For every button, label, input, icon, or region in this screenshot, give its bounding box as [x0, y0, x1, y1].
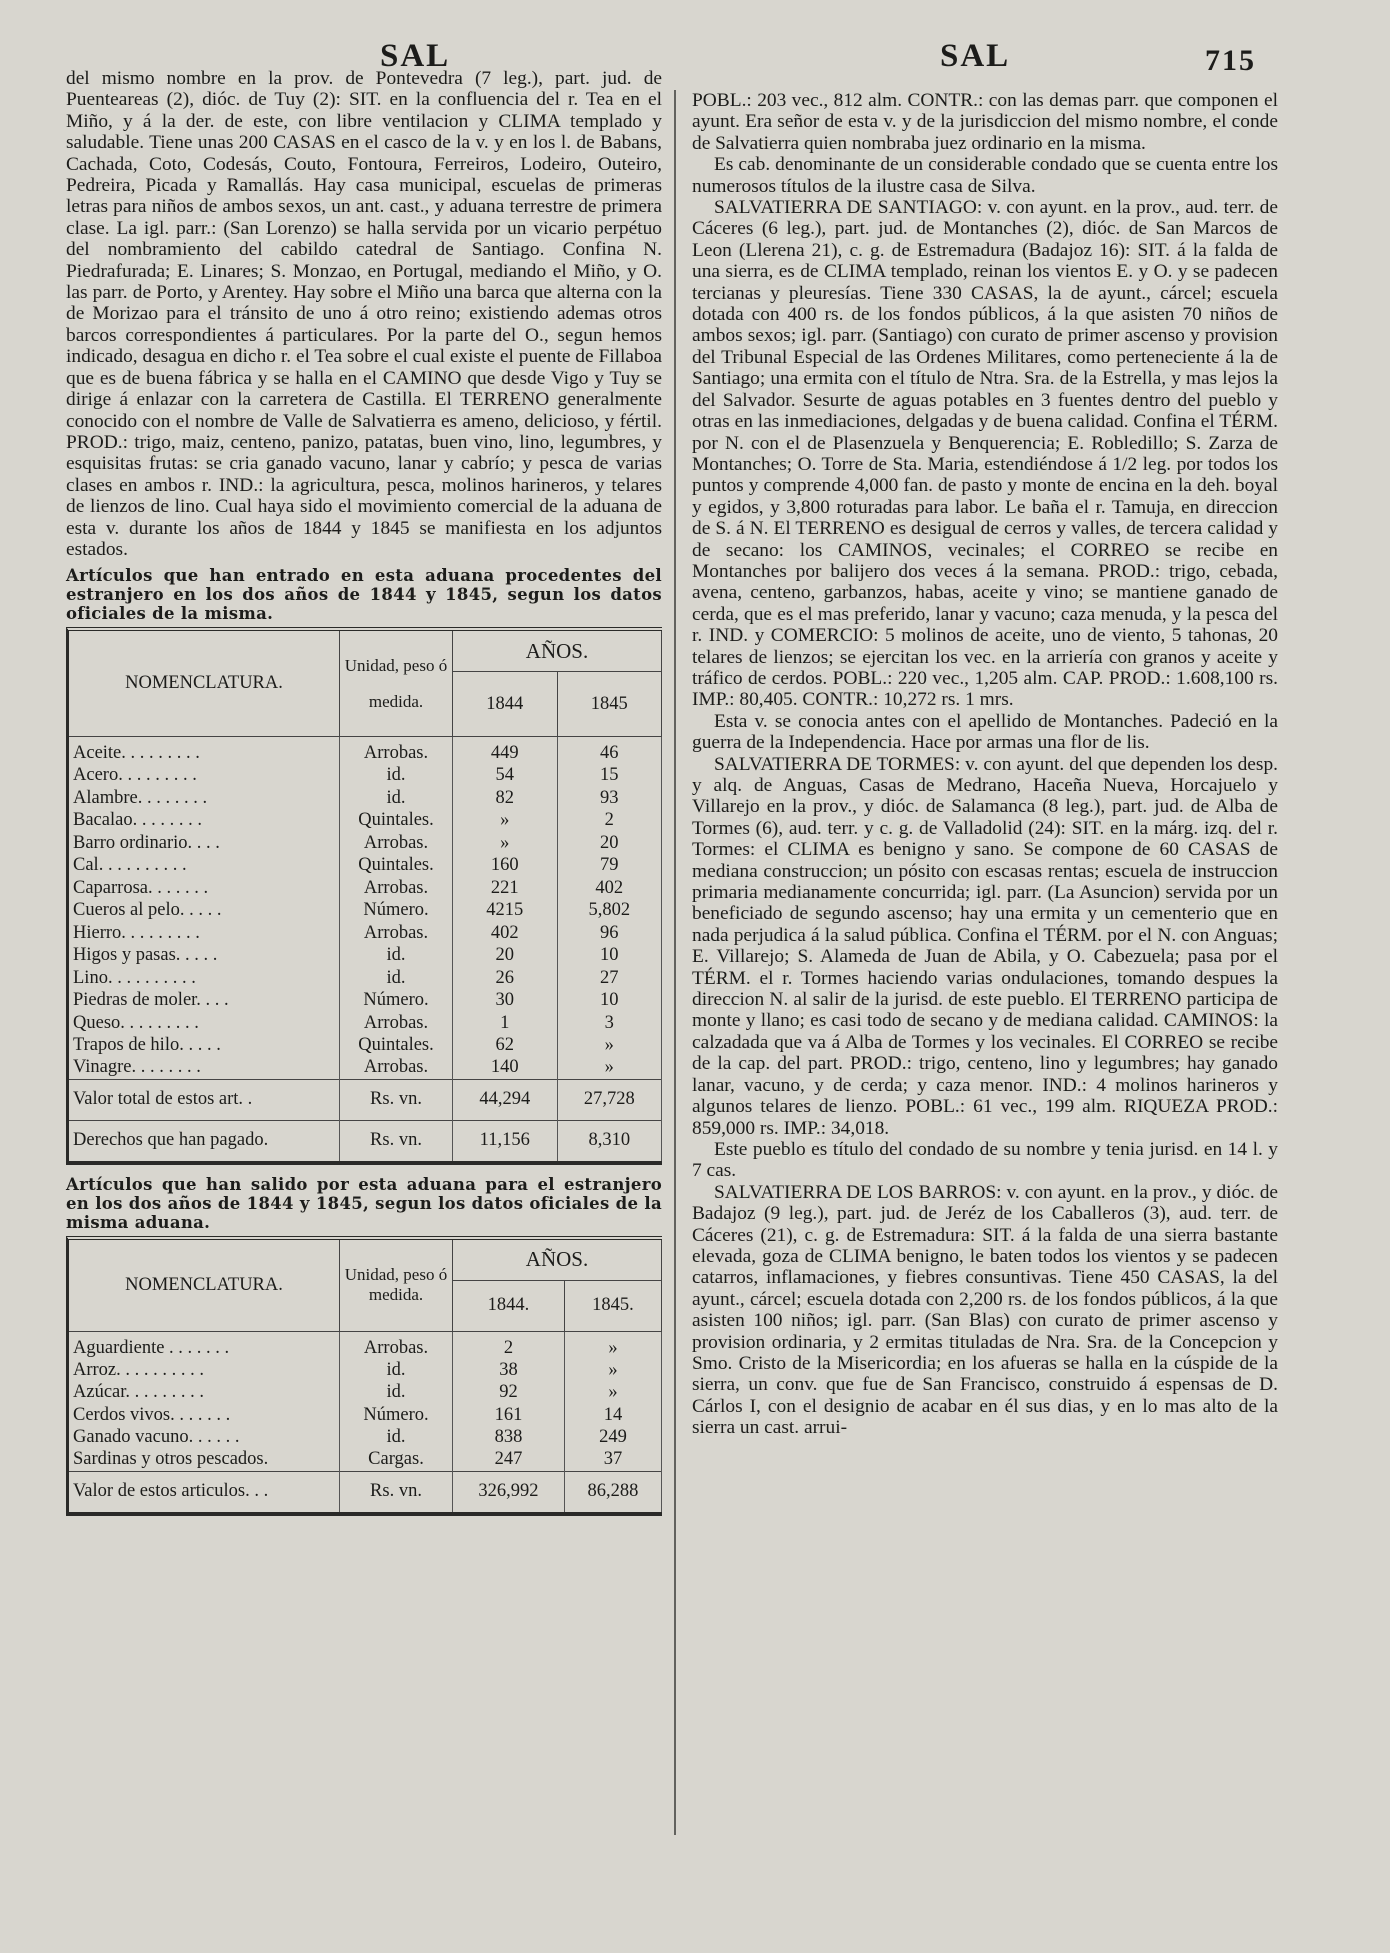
- imports-1845-cell: 93: [557, 787, 662, 810]
- imports-item-cell: Acero. . . . . . . . .: [69, 764, 340, 787]
- exports-unit-cell: id.: [340, 1359, 453, 1382]
- imports-1844-cell: 1: [453, 1012, 558, 1035]
- imports-1844-cell: 26: [453, 967, 558, 990]
- imports-unit-cell: Quintales.: [340, 854, 453, 877]
- imports-unit-cell: Arrobas.: [340, 1012, 453, 1035]
- imports-1845-cell: 20: [557, 832, 662, 855]
- exports-total-label: Valor de estos articulos. . .: [69, 1471, 340, 1512]
- imports-1844-cell: 30: [453, 989, 558, 1012]
- imports-unit-cell: Número.: [340, 989, 453, 1012]
- imports-row: [69, 944, 662, 967]
- imports-row: [69, 989, 662, 1012]
- column-divider: [674, 90, 676, 1835]
- imports-item-cell: Bacalao. . . . . . . .: [69, 809, 340, 832]
- imports-row: [69, 922, 662, 945]
- exports-unit-cell: Número.: [340, 1404, 453, 1427]
- left-column: [66, 68, 662, 1516]
- exports-unit-cell: id.: [340, 1381, 453, 1404]
- imports-table: [66, 627, 662, 1165]
- pontevedra-county-text: Es cab. denominante de un considerable condado que se cuenta entre los numerosos títulos de la ilustre casa de Silva.: [692, 154, 1278, 197]
- exports-item-cell: Azúcar. . . . . . . . .: [69, 1381, 340, 1404]
- exports-years-header: AÑOS.: [453, 1240, 662, 1281]
- imports-duties-unit: Rs. vn.: [340, 1120, 453, 1161]
- imports-total-1845: 27,728: [557, 1079, 662, 1120]
- exports-year-1845: 1845.: [564, 1280, 661, 1331]
- imports-item-cell: Lino. . . . . . . . . .: [69, 967, 340, 990]
- imports-item-cell: Hierro. . . . . . . . .: [69, 922, 340, 945]
- exports-item-cell: Sardinas y otros pescados.: [69, 1449, 340, 1472]
- exports-item-cell: Cerdos vivos. . . . . . .: [69, 1404, 340, 1427]
- imports-1844-cell: 82: [453, 787, 558, 810]
- running-head-left: SAL: [380, 38, 451, 74]
- imports-duties-1844: 11,156: [453, 1120, 558, 1161]
- imports-1845-cell: 10: [557, 944, 662, 967]
- imports-1845-cell: 15: [557, 764, 662, 787]
- exports-1845-cell: »: [564, 1359, 661, 1382]
- imports-unit-cell: Quintales.: [340, 1034, 453, 1057]
- imports-unit-cell: Arrobas.: [340, 737, 453, 765]
- imports-item-cell: Queso. . . . . . . . .: [69, 1012, 340, 1035]
- exports-1845-cell: 249: [564, 1426, 661, 1449]
- exports-1844-cell: 247: [453, 1449, 565, 1472]
- imports-row: [69, 854, 662, 877]
- imports-total-label: Valor total de estos art. .: [69, 1079, 340, 1120]
- exports-unit-cell: Arrobas.: [340, 1331, 453, 1359]
- imports-1845-cell: 10: [557, 989, 662, 1012]
- exports-row: [69, 1381, 662, 1404]
- imports-1845-cell: 46: [557, 737, 662, 765]
- imports-years-header: AÑOS.: [453, 631, 662, 672]
- exports-nomenclature-header: NOMENCLATURA.: [69, 1240, 340, 1332]
- tormes-title-text: Este pueblo es título del condado de su nombre y tenia jurisd. en 14 l. y 7 cas.: [692, 1138, 1278, 1182]
- exports-row: [69, 1404, 662, 1427]
- imports-item-cell: Cueros al pelo. . . . .: [69, 899, 340, 922]
- exports-unit-cell: id.: [340, 1426, 453, 1449]
- imports-1844-cell: »: [453, 809, 558, 832]
- imports-row: [69, 967, 662, 990]
- salvatierra-de-santiago-entry: SALVATIERRA DE SANTIAGO: v. con ayunt. en la prov., aud. terr. de Cáceres (6 leg.), part. jud. de Montanches (2), dióc. de San Marcos de Leon (Llerena 21), c. g. de Estremadura (Badajoz 16): SIT. á la falda de una sierra, es de CLIMA templado, reinan los vientos E. y O. y se padecen tercianas y pleuresías. Tiene 330 CASAS, la de ayunt., cárcel; escuela dotada con 400 rs. de los fondos públicos, á la que asisten 70 niños de ambos sexos; igl. parr. (Santiago) con curato de primer ascenso y provision del Tribunal Especial de las Ordenes Militares, como perteneciente á la de Santiago; una ermita con el título de Ntra. Sra. de la Estrella, y mas lejos la del Salvador. Sesurte de aguas potables en 3 fuentes dentro del pueblo y otras en las inmediaciones, delgadas y de buena calidad. Confina el TÉRM. por N. con el de Plasenzuela y Benquerencia; E. Robledillo; S. Zarza de Montanches; O. Torre de Sta. Maria, estendiéndose á 1/2 leg. por todos los puntos y comprende 4,000 fan. de pasto y monte de encina en la deh. boyal y egidos, y 3,800 roturadas para labor. Le baña el r. Tamuja, en direccion de S. á N. El TERRENO es desigual de cerros y valles, de tercera calidad y de secano: los CAMINOS, vecinales; el CORREO se recibe en Montanches por balijero dos veces á la semana. PROD.: trigo, cebada, avena, centeno, garbanzos, habas, aceite y vino; se mantiene ganado de cerda, que es el mas preferido, lanar y vacuno; caza menuda, y la pesca del r. IND. y COMERCIO: 5 molinos de aceite, uno de viento, 5 tahonas, 20 telares de lienzos; se ejercitan los vec. en la arriería con granos y aceite y tráfico de cerdos. POBL.: 220 vec., 1,205 alm. CAP. PROD.: 1.608,100 rs. IMP.: 80,405. CONTR.: 10,272 rs. 1 mrs.: [692, 197, 1278, 711]
- exports-1844-cell: 92: [453, 1381, 565, 1404]
- imports-unit-header: Unidad, peso ó medida.: [340, 631, 453, 737]
- imports-1844-cell: 4215: [453, 899, 558, 922]
- imports-1844-cell: 449: [453, 737, 558, 765]
- imports-unit-cell: Arrobas.: [340, 1057, 453, 1080]
- exports-1844-cell: 161: [453, 1404, 565, 1427]
- pontevedra-population-text: POBL.: 203 vec., 812 alm. CONTR.: con las demas parr. que componen el ayunt. Era señor de esta v. y de la jurisdiccion del mismo nombre, el conde de Salvatierra quien nombraba juez ordinario en la misma.: [692, 90, 1278, 154]
- exports-total-1845: 86,288: [564, 1471, 661, 1512]
- imports-duties-label: Derechos que han pagado.: [69, 1120, 340, 1161]
- page-number: 715: [1205, 44, 1256, 77]
- imports-1844-cell: 402: [453, 922, 558, 945]
- imports-item-cell: Piedras de moler. . . .: [69, 989, 340, 1012]
- exports-1845-cell: 37: [564, 1449, 661, 1472]
- imports-nomenclature-header: NOMENCLATURA.: [69, 631, 340, 737]
- imports-unit-cell: id.: [340, 787, 453, 810]
- exports-1845-cell: 14: [564, 1404, 661, 1427]
- imports-duties-1845: 8,310: [557, 1120, 662, 1161]
- imports-1845-cell: »: [557, 1057, 662, 1080]
- imports-total-1844: 44,294: [453, 1079, 558, 1120]
- imports-1845-cell: 402: [557, 877, 662, 900]
- exports-table-title: Artículos que han salido por esta aduana para el estranjero en los dos años de 1844 y 1845, segun los datos oficiales de la misma aduana.: [66, 1174, 662, 1232]
- santiago-history-text: Esta v. se conocia antes con el apellido de Montanches. Padeció en la guerra de la Independencia. Hace por armas una flor de lis.: [692, 710, 1278, 754]
- imports-item-cell: Alambre. . . . . . . .: [69, 787, 340, 810]
- imports-item-cell: Aceite. . . . . . . . .: [69, 737, 340, 765]
- imports-row: [69, 1034, 662, 1057]
- imports-1845-cell: 3: [557, 1012, 662, 1035]
- imports-row: [69, 832, 662, 855]
- imports-row: [69, 1057, 662, 1080]
- imports-row: [69, 877, 662, 900]
- imports-total-unit: Rs. vn.: [340, 1079, 453, 1120]
- imports-item-cell: Barro ordinario. . . .: [69, 832, 340, 855]
- running-head-right: SAL: [940, 38, 1011, 74]
- imports-item-cell: Vinagre. . . . . . . .: [69, 1057, 340, 1080]
- exports-1844-cell: 2: [453, 1331, 565, 1359]
- salvatierra-de-tormes-entry: SALVATIERRA DE TORMES: v. con ayunt. del que dependen los desp. y alq. de Anguas, Casas de Medrano, Haceña Nueva, Horcajuelo y Villarejo en la prov., y dióc. de Salamanca (8 leg.), part. jud. de Alba de Tormes (6), aud. terr. y c. g. de Valladolid (24): SIT. en la márg. izq. del r. Tormes: el CLIMA es benigno y sano. Se compone de 60 CASAS de mediana construccion; un pósito con escasas rentas; escuela de instruccion primaria medianamente concurrida; igl. parr. (La Asuncion) servida por un beneficiado de segundo ascenso; hay una ermita y un cementerio que en nada perjudica á la salud pública. Confina el TÉRM. por el N. con Anguas; E. Villarejo; S. Alameda de Juan de Abila, y O. Cabezuela; pasa por el TÉRM. el r. Tormes haciendo varias ondulaciones, tomando despues la direccion N. al salir de la jurisd. de este pueblo. El TERRENO participa de monte y llano; es casi todo de secano y de mediana calidad. CAMINOS: la calzadada que va á Alba de Tormes y los vecinales. El CORREO se recibe de la cap. del part. PROD.: trigo, centeno, lino y legumbres; hay ganado lanar, vacuno, y de cerda; y caza menor. IND.: 4 molinos harineros y algunos telares de lienzo. POBL.: 61 vec., 199 alm. RIQUEZA PROD.: 859,000 rs. IMP.: 34,018.: [692, 753, 1278, 1139]
- imports-1845-cell: 5,802: [557, 899, 662, 922]
- imports-1845-cell: 2: [557, 809, 662, 832]
- imports-1844-cell: 20: [453, 944, 558, 967]
- imports-1844-cell: 140: [453, 1057, 558, 1080]
- exports-total-row: [69, 1471, 662, 1512]
- exports-unit-cell: Cargas.: [340, 1449, 453, 1472]
- imports-unit-cell: Arrobas.: [340, 832, 453, 855]
- salvatierra-pontevedra-text: del mismo nombre en la prov. de Pontevedra (7 leg.), part. jud. de Puenteareas (2), dióc. de Tuy (2): SIT. en la confluencia del r. Tea en el Miño, y á la der. de este, con libre ventilacion y CLIMA templado y saludable. Tiene unas 200 CASAS en el casco de la v. y en los l. de Babans, Cachada, Coto, Codesás, Couto, Fontoura, Ferreiros, Lodeiro, Outeiro, Pedreira, Picada y Ramallás. Hay casa municipal, escuelas de primeras letras para niños de ambos sexos, un ant. cast., y aduana terrestre de primera clase. La igl. parr.: (San Lorenzo) se halla servida por un vicario perpétuo del nombramiento del cabildo catedral de Santiago. Confina N. Piedrafurada; E. Linares; S. Monzao, en Portugal, mediando el Miño, y O. las parr. de Porto, y Arentey. Hay sobre el Miño una barca que alterna con la de Morizao para el tránsito de uno á otro reino; existiendo ademas otros barcos correspondientes á particulares. Por la parte del O., segun hemos indicado, desagua en dicho r. el Tea sobre el cual existe el puente de Fillaboa que es de buena fábrica y se halla en el CAMINO que desde Vigo y Tuy se dirige á enlazar con la carretera de Castilla. El TERRENO generalmente conocido con el nombre de Valle de Salvatierra es ameno, delicioso, y fértil. PROD.: trigo, maiz, centeno, panizo, patatas, buen vino, lino, legumbres, y esquisitas frutas: se cria ganado vacuno, lanar y cabrío; y pesca de varias clases en ambos r. IND.: la agricultura, pesca, molinos harineros, y telares de lienzos de lino. Cual haya sido el movimiento comercial de la aduana de esta v. durante los años de 1844 y 1845 se manifiesta en los adjuntos estados.: [66, 68, 662, 560]
- exports-total-unit: Rs. vn.: [340, 1471, 453, 1512]
- imports-1844-cell: 62: [453, 1034, 558, 1057]
- exports-table: [66, 1236, 662, 1516]
- salvatierra-de-los-barros-entry: SALVATIERRA DE LOS BARROS: v. con ayunt. en la prov., y dióc. de Badajoz (9 leg.), part. jud. de Jeréz de los Caballeros (3), aud. terr. de Cáceres (21), c. g. de Estremadura: SIT. á la falda de una sierra bastante elevada, goza de CLIMA benigno, le baten todos los vientos y se padecen catarros, inflamaciones, y fiebres consuntivas. Tiene 450 CASAS, la del ayunt., cárcel; escuela dotada con 2,200 rs. de los fondos públicos, á la que asisten 100 niños; igl. parr. (San Blas) con curato de primer ascenso y provision ordinaria, y 2 ermitas tituladas de Nra. Sra. de la Concepcion y Smo. Cristo de la Misericordia; en los afueras se halla en la cúspide de la sierra, un conv. que fue de San Francisco, construido á espensas de D. Cárlos I, con el designio de acabar en él sus dias, y en lo mas alto de la sierra un cast. arrui-: [692, 1181, 1278, 1439]
- imports-row: [69, 737, 662, 765]
- imports-unit-cell: Arrobas.: [340, 877, 453, 900]
- exports-row: [69, 1331, 662, 1359]
- imports-1844-cell: 54: [453, 764, 558, 787]
- imports-unit-cell: id.: [340, 764, 453, 787]
- imports-table-title: Artículos que han entrado en esta aduana procedentes del estranjero en los dos años de 1844 y 1845, segun los datos oficiales de la misma.: [66, 566, 662, 624]
- imports-item-cell: Cal. . . . . . . . . .: [69, 854, 340, 877]
- imports-unit-cell: id.: [340, 944, 453, 967]
- imports-item-cell: Trapos de hilo. . . . .: [69, 1034, 340, 1057]
- imports-unit-cell: Quintales.: [340, 809, 453, 832]
- right-column: [692, 90, 1278, 1439]
- imports-row: [69, 787, 662, 810]
- exports-item-cell: Aguardiente . . . . . . .: [69, 1331, 340, 1359]
- imports-year-1845: 1845: [557, 672, 662, 737]
- exports-total-1844: 326,992: [453, 1471, 565, 1512]
- exports-item-cell: Arroz. . . . . . . . . .: [69, 1359, 340, 1382]
- exports-year-1844: 1844.: [453, 1280, 565, 1331]
- imports-row: [69, 1012, 662, 1035]
- imports-unit-cell: Número.: [340, 899, 453, 922]
- imports-1844-cell: 160: [453, 854, 558, 877]
- imports-year-1844: 1844: [453, 672, 558, 737]
- exports-1844-cell: 838: [453, 1426, 565, 1449]
- imports-unit-cell: id.: [340, 967, 453, 990]
- imports-row: [69, 809, 662, 832]
- exports-row: [69, 1426, 662, 1449]
- imports-1845-cell: 27: [557, 967, 662, 990]
- exports-1845-cell: »: [564, 1331, 661, 1359]
- imports-duties-row: [69, 1120, 662, 1161]
- imports-1845-cell: 96: [557, 922, 662, 945]
- exports-1844-cell: 38: [453, 1359, 565, 1382]
- exports-row: [69, 1359, 662, 1382]
- imports-1845-cell: 79: [557, 854, 662, 877]
- imports-item-cell: Caparrosa. . . . . . .: [69, 877, 340, 900]
- imports-unit-cell: Arrobas.: [340, 922, 453, 945]
- exports-1845-cell: »: [564, 1381, 661, 1404]
- exports-row: [69, 1449, 662, 1472]
- imports-1844-cell: »: [453, 832, 558, 855]
- imports-row: [69, 764, 662, 787]
- imports-item-cell: Higos y pasas. . . . .: [69, 944, 340, 967]
- imports-1845-cell: »: [557, 1034, 662, 1057]
- exports-item-cell: Ganado vacuno. . . . . .: [69, 1426, 340, 1449]
- imports-1844-cell: 221: [453, 877, 558, 900]
- imports-total-value-row: [69, 1079, 662, 1120]
- exports-unit-header: Unidad, peso ó medida.: [340, 1240, 453, 1332]
- imports-row: [69, 899, 662, 922]
